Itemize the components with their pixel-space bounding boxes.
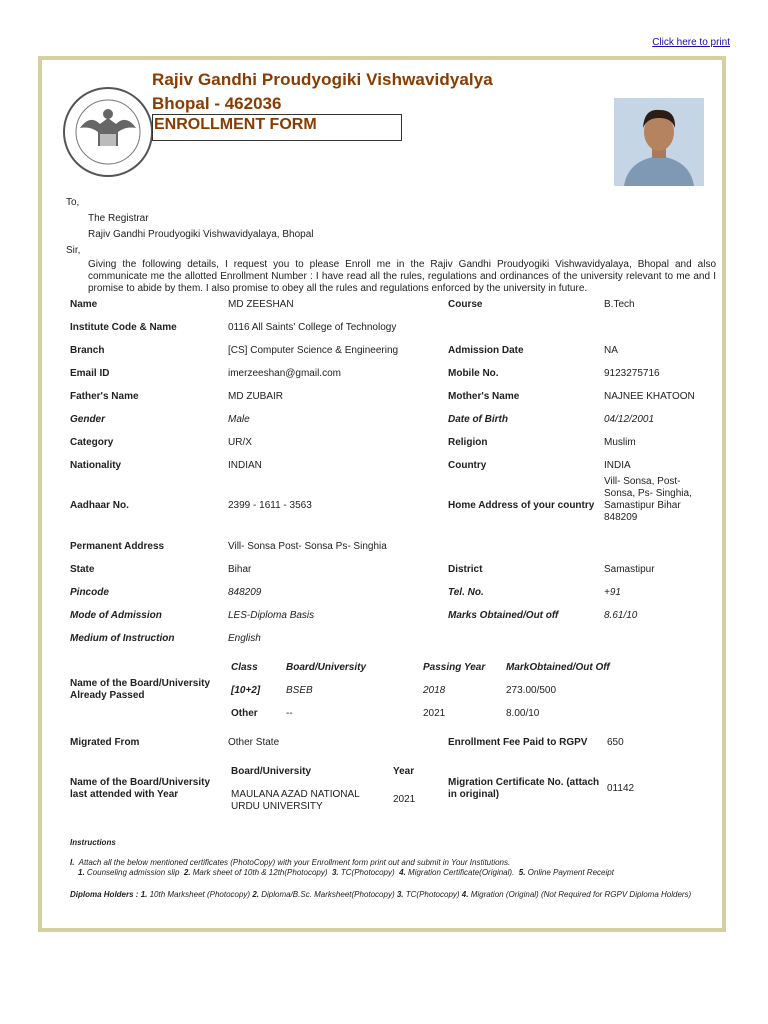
nationality-value: INDIAN — [228, 460, 262, 471]
bp-header-year: Passing Year — [423, 662, 486, 673]
pincode-value: 848209 — [228, 587, 262, 598]
diploma-item2-text: Diploma/B.Sc. Marksheet(Photocopy) — [261, 890, 395, 899]
permanent-value: Vill- Sonsa Post- Sonsa Ps- Singhia — [228, 541, 387, 552]
instr-item3-num: 3. — [331, 868, 339, 877]
father-value: MD ZUBAIR — [228, 391, 283, 402]
district-value: Samastipur — [604, 564, 655, 575]
email-value: imerzeeshan@gmail.com — [228, 368, 341, 379]
state-label: State — [70, 564, 95, 575]
bp-row2-marks: 8.00/10 — [506, 708, 540, 719]
bp-row2-class: Other — [231, 708, 258, 719]
request-letter — [66, 197, 716, 295]
bp-row1-marks: 273.00/500 — [506, 685, 557, 696]
marks-label: Marks Obtained/Out off — [448, 610, 559, 621]
form-frame — [38, 56, 726, 932]
bp-row1-class: [10+2] — [231, 685, 261, 696]
letter-body: Giving the following details, I request you to please Enroll me in the Rajiv Gandhi Proudyogiki Vishwavidyalaya, Bhopal and also communicate me the allotted Enrollment Number : I have read all the rules, regulations and ordinances of the university relevant to me and I promise to abide by them. I also promise to obey all the rules and regulations enforced by the university in future. — [88, 259, 716, 294]
instr-line1-num: I. — [70, 858, 75, 867]
aadhaar-label: Aadhaar No. — [70, 500, 129, 511]
bp-row2-board: -- — [286, 708, 293, 719]
district-label: District — [448, 564, 483, 575]
cert-value: 01142 — [607, 783, 635, 794]
last-year-header: Year — [393, 766, 415, 777]
mobile-label: Mobile No. — [448, 368, 499, 379]
country-value: INDIA — [604, 460, 631, 471]
diploma-item4-num: 4. — [461, 890, 469, 899]
diploma-item4-text: Migration (Original) (Not Required for RGPV Diploma Holders) — [470, 890, 692, 899]
name-value: MD ZEESHAN — [228, 299, 294, 310]
medium-label: Medium of Instruction — [70, 633, 175, 644]
university-city: Bhopal - 462036 — [152, 94, 282, 113]
permanent-label: Permanent Address — [70, 541, 165, 552]
bp-header-class: Class — [231, 662, 258, 673]
dob-label: Date of Birth — [448, 414, 508, 425]
print-link[interactable]: Click here to print — [652, 37, 730, 48]
bp-header-marks: MarkObtained/Out Off — [506, 662, 610, 673]
last-board-value: MAULANA AZAD NATIONAL URDU UNIVERSITY — [231, 789, 360, 812]
instr-item2-num: 2. — [183, 868, 191, 877]
father-label: Father's Name — [70, 391, 139, 402]
instr-item5-num: 5. — [518, 868, 526, 877]
gender-value: Male — [228, 414, 250, 425]
branch-label: Branch — [70, 345, 105, 356]
diploma-label: Diploma Holders : — [70, 890, 141, 899]
nationality-label: Nationality — [70, 460, 122, 471]
migrated-from-value: Other State — [228, 737, 280, 748]
letter-to: To, — [66, 197, 80, 208]
instructions-items — [70, 868, 700, 878]
bp-row1-year: 2018 — [423, 685, 446, 696]
last-attended-label: Name of the Board/University last attended with Year — [70, 777, 211, 800]
student-photo — [614, 98, 704, 186]
university-name: Rajiv Gandhi Proudyogiki Vishwavidyalya — [152, 70, 493, 89]
instr-item5-text: Online Payment Receipt — [527, 868, 614, 877]
instr-item4-text: Migration Certificate(Original). — [408, 868, 515, 877]
diploma-item3-text: TC(Photocopy) — [405, 890, 460, 899]
instr-item3-text: TC(Photocopy) — [340, 868, 395, 877]
mobile-value: 9123275716 — [604, 368, 660, 379]
diploma-item2-num: 2. — [252, 890, 259, 899]
mother-value: NAJNEE KHATOON — [604, 391, 695, 402]
name-label: Name — [70, 299, 98, 310]
university-seal-icon — [60, 84, 156, 180]
admission-date-value: NA — [604, 345, 618, 356]
instr-item2-text: Mark sheet of 10th & 12th(Photocopy) — [192, 868, 328, 877]
pincode-label: Pincode — [70, 587, 109, 598]
marks-value: 8.61/10 — [604, 610, 638, 621]
cert-label: Migration Certificate No. (attach in original) — [448, 777, 600, 800]
tel-label: Tel. No. — [448, 587, 484, 598]
letter-salutation: Sir, — [66, 245, 81, 256]
diploma-item3-num: 3. — [396, 890, 404, 899]
instr-item4-num: 4. — [399, 868, 406, 877]
dob-value: 04/12/2001 — [604, 414, 655, 425]
instructions-title: Instructions — [70, 838, 116, 847]
admission-date-label: Admission Date — [448, 345, 524, 356]
letter-address: Rajiv Gandhi Proudyogiki Vishwavidyalaya, Bhopal — [88, 229, 314, 240]
mode-value: LES-Diploma Basis — [228, 610, 315, 621]
institute-label: Institute Code & Name — [70, 322, 177, 333]
email-label: Email ID — [70, 368, 110, 379]
religion-label: Religion — [448, 437, 488, 448]
institute-value: 0116 All Saints' College of Technology — [228, 322, 397, 333]
fee-label: Enrollment Fee Paid to RGPV — [448, 737, 588, 748]
board-passed-label: Name of the Board/University Already Passed — [70, 678, 211, 701]
medium-value: English — [228, 633, 261, 644]
aadhaar-value: 2399 - 1611 - 3563 — [228, 500, 312, 511]
country-label: Country — [448, 460, 487, 471]
bp-row2-year: 2021 — [423, 708, 446, 719]
instr-item1-text: Counseling admission slip — [86, 868, 180, 877]
letter-registrar: The Registrar — [88, 213, 149, 224]
diploma-item1-text: 10th Marksheet (Photocopy) — [149, 890, 251, 899]
bp-header-board: Board/University — [286, 662, 367, 673]
mode-label: Mode of Admission — [70, 610, 162, 621]
instr-line1-text: Attach all the below mentioned certificates (PhotoCopy) with your Enrollment form print out and submit in Your Institutions. — [78, 858, 511, 867]
last-year-value: 2021 — [393, 794, 416, 805]
fee-value: 650 — [607, 737, 624, 748]
migrated-from-label: Migrated From — [70, 737, 140, 748]
mother-label: Mother's Name — [448, 391, 520, 402]
instructions-line1 — [70, 858, 700, 868]
home-address-value: Vill- Sonsa, Post- Sonsa, Ps- Singhia, Samastipur Bihar 848209 — [604, 476, 692, 523]
category-label: Category — [70, 437, 114, 448]
course-label: Course — [448, 299, 483, 310]
gender-label: Gender — [70, 414, 106, 425]
tel-value: +91 — [604, 587, 621, 598]
instr-item1-num: 1. — [78, 868, 85, 877]
category-value: UR/X — [228, 437, 252, 448]
state-value: Bihar — [228, 564, 252, 575]
diploma-item1-num: 1. — [140, 890, 148, 899]
home-address-label: Home Address of your country — [448, 500, 595, 511]
last-board-header: Board/University — [231, 766, 312, 777]
branch-value: [CS] Computer Science & Engineering — [228, 345, 399, 356]
instructions — [70, 838, 700, 900]
diploma-instructions — [70, 890, 700, 900]
religion-value: Muslim — [604, 437, 636, 448]
course-value: B.Tech — [604, 299, 635, 310]
form-title: ENROLLMENT FORM — [152, 114, 402, 141]
form-header — [42, 60, 722, 200]
bp-row1-board: BSEB — [286, 685, 313, 696]
